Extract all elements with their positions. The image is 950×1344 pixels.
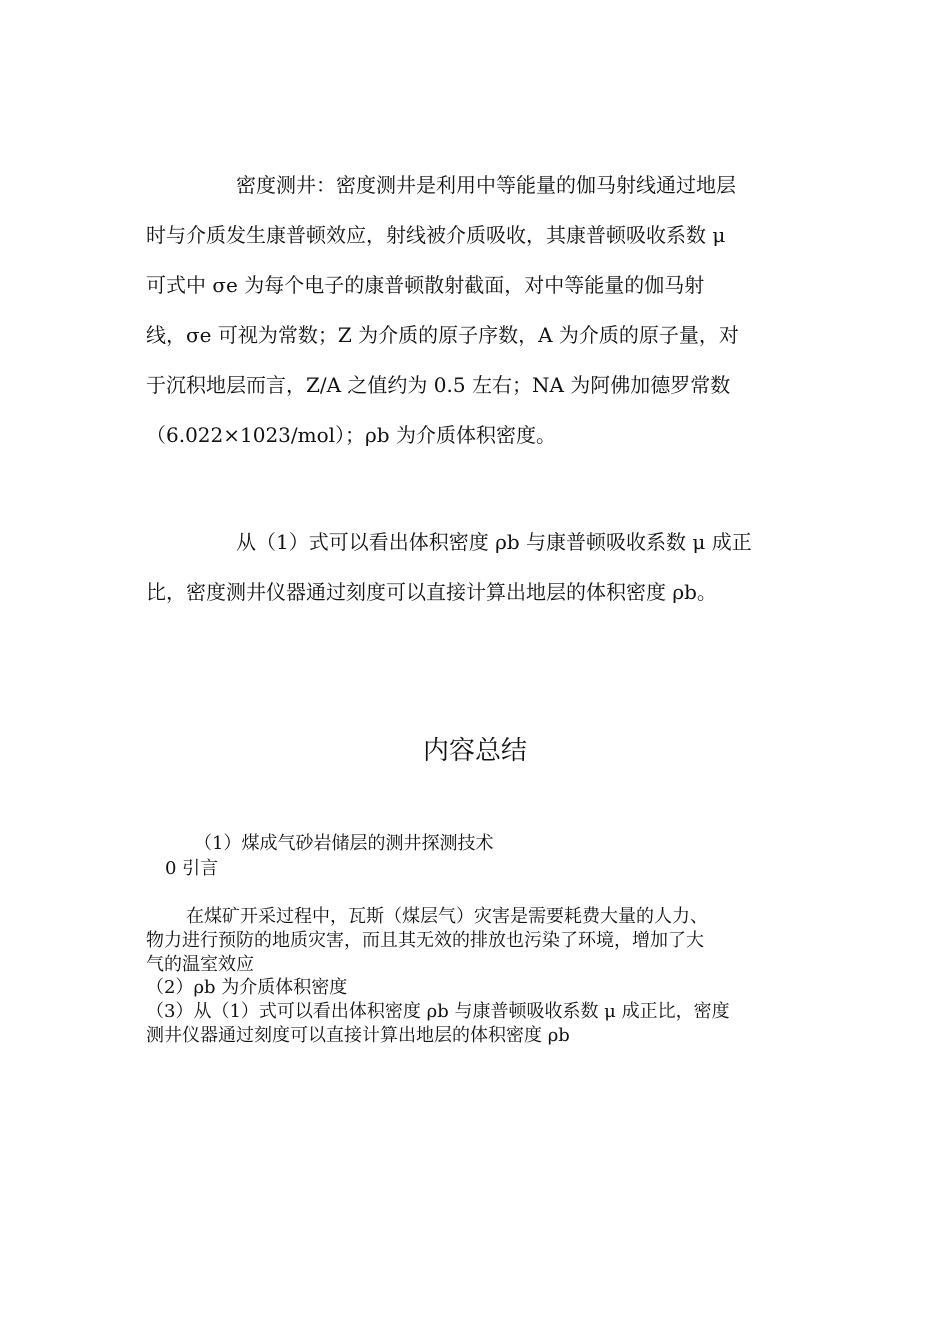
paragraph-line: 可式中 σe 为每个电子的康普顿散射截面，对中等能量的伽马射	[146, 273, 705, 297]
density-logging-paragraph	[146, 170, 798, 470]
paragraph-line: 时与介质发生康普顿效应，射线被介质吸收，其康普顿吸收系数 μ	[146, 223, 726, 247]
summary-body-line: 在煤矿开采过程中，瓦斯（煤层气）灾害是需要耗费大量的人力、	[186, 906, 708, 927]
summary-item-3	[146, 1000, 806, 1048]
summary-item-text: （1）煤成气砂岩储层的测井探测技术	[194, 833, 494, 854]
summary-item-2	[146, 976, 806, 1000]
paragraph-line: （6.022×1023/mol）；ρb 为介质体积密度。	[146, 423, 556, 447]
summary-body-line: 气的温室效应	[146, 954, 254, 975]
summary-item-1	[194, 832, 854, 856]
intro-heading-text: 0 引言	[165, 858, 219, 879]
summary-item-line: 测井仪器通过刻度可以直接计算出地层的体积密度 ρb	[146, 1025, 570, 1046]
paragraph-line: 从（1）式可以看出体积密度 ρb 与康普顿吸收系数 μ 成正	[236, 530, 752, 554]
paragraph-line: 线，σe 可视为常数；Z 为介质的原子序数，A 为介质的原子量，对	[146, 323, 739, 347]
summary-item-text: （2）ρb 为介质体积密度	[146, 977, 348, 998]
paragraph-line: 密度测井：密度测井是利用中等能量的伽马射线通过地层	[236, 173, 736, 197]
summary-body	[146, 905, 806, 977]
paragraph-line: 比，密度测井仪器通过刻度可以直接计算出地层的体积密度 ρb。	[146, 580, 717, 604]
summary-body-line: 物力进行预防的地质灾害，而且其无效的排放也污染了环境，增加了大	[146, 930, 704, 951]
summary-item-line: （3）从（1）式可以看出体积密度 ρb 与康普顿吸收系数 μ 成正比，密度	[146, 1001, 730, 1022]
summary-intro-heading	[165, 857, 825, 881]
paragraph-line: 于沉积地层而言，Z/A 之值约为 0.5 左右；NA 为阿佛加德罗常数	[146, 373, 731, 397]
proportionality-paragraph	[146, 527, 798, 627]
summary-title: 内容总结	[422, 736, 527, 766]
